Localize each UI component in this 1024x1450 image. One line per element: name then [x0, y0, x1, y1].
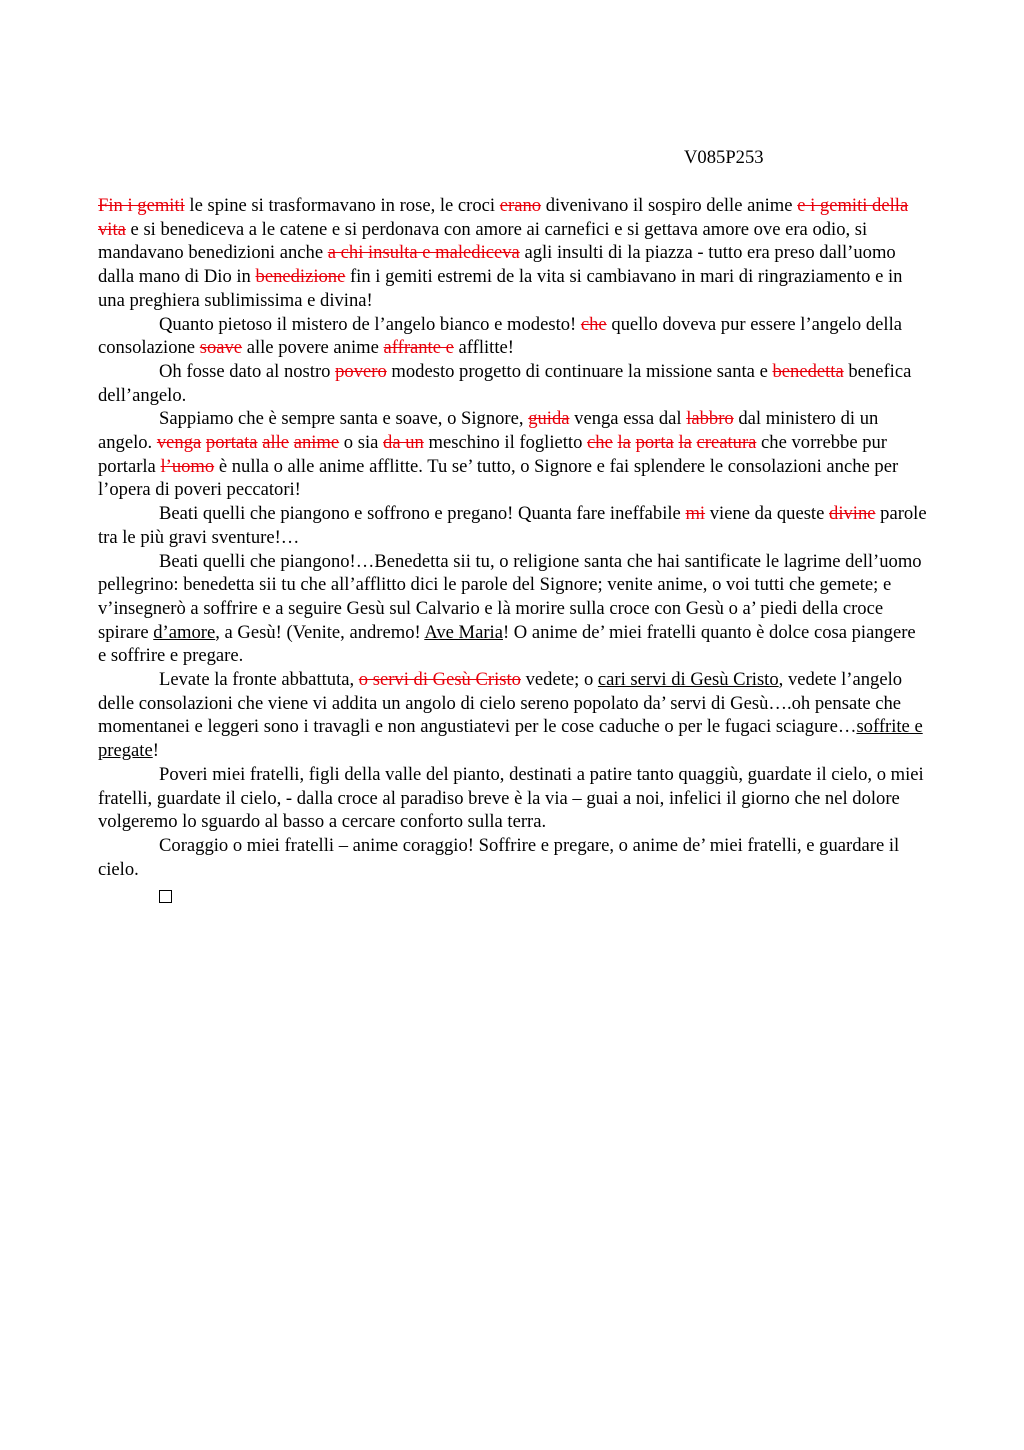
text: dal ministero di un angelo. [98, 408, 879, 454]
deleted-text: soave [199, 337, 243, 359]
text: viene da queste [705, 503, 830, 525]
deleted-text: l’uomo [160, 455, 215, 477]
text: modesto progetto di continuare la missione santa e [386, 360, 773, 382]
deleted-text: affrante e [383, 337, 454, 359]
deleted-text: alle [262, 432, 290, 454]
paragraph-2 [98, 313, 928, 360]
underlined-text: Ave Maria [424, 621, 503, 643]
text: agli insulti di la piazza - tutto era preso dall’uomo dalla mano di Dio in [98, 242, 896, 288]
deleted-text: Fin i gemiti [98, 195, 185, 216]
deleted-text: guida [528, 408, 570, 430]
text: che vorrebbe pur portarla [98, 432, 888, 477]
paragraph-5 [98, 502, 928, 549]
deleted-text: erano [499, 195, 542, 216]
text: parole tra le più gravi sventure!… [98, 503, 927, 548]
deleted-text: creatura [696, 432, 757, 454]
text: ! O anime de’ miei fratelli quanto è dolce cosa piangere e soffrire e pregare. [98, 621, 916, 667]
deleted-text: mi [685, 503, 706, 525]
end-box-icon [159, 890, 172, 903]
text: , vedete l’angelo delle consolazioni che viene vi addita un angolo di cielo sereno popolato da’ servi di Gesù….oh pensate che momentanei e leggeri sono i travagli e non angustiatevi per le cose caduche o per le fugaci sciagure… [98, 669, 903, 738]
text: venga essa dal [569, 408, 687, 430]
paragraph-7 [98, 668, 928, 763]
paragraph-9 [98, 834, 928, 881]
deleted-text: benedizione [255, 266, 346, 288]
text: vedete; o [520, 669, 598, 691]
underlined-text: soffrite e pregate [98, 716, 923, 762]
deleted-text: divine [829, 503, 876, 525]
deleted-text: la [678, 432, 692, 454]
deleted-text: venga [156, 432, 202, 454]
end-marker-line [98, 881, 928, 905]
deleted-text: povero [335, 360, 387, 382]
text: Poveri miei fratelli, figli della valle del pianto, destinati a patire tanto quaggiù, guardate il cielo, o miei fratelli, guardate il cielo, - dalla croce al paradiso breve è la via – guai a noi, infelici il giorno che nel dolore volgeremo lo sguardo al basso a cercare conforto sulla terra. [98, 763, 924, 833]
page-identifier: V085P253 [684, 147, 764, 168]
text: le spine si trasformavano in rose, le croci [184, 195, 500, 216]
text: o sia [339, 432, 384, 454]
text: è nulla o alle anime afflitte. Tu se’ tutto, o Signore e fai splendere le consolazioni anche per l’opera di poveri peccatori! [98, 455, 899, 501]
deleted-text: che [587, 432, 613, 454]
text: Beati quelli che piangono!…Benedetta sii tu, o religione santa che hai santificate le lagrime dell’uomo pellegrino: benedetta sii tu che all’afflitto dici le parole del Signore; venite anime, o voi tutti che gemete; e v’insegnerò a soffrire e a seguire Gesù sul Calvario e là morire sulla croce con Gesù o a’ piedi della croce spirare [98, 550, 922, 643]
text: afflitte! [453, 337, 514, 359]
underlined-text: d’amore [153, 621, 216, 643]
paragraph-6 [98, 550, 928, 669]
deleted-text: che [580, 313, 607, 335]
text: Beati quelli che piangono e soffrono e pregano! Quanta fare ineffabile [159, 503, 686, 525]
text: benefica dell’angelo. [98, 360, 912, 406]
deleted-text: a chi insulta e malediceva [327, 242, 520, 264]
text: Coraggio o miei fratelli – anime coraggio! Soffrire e pregare, o anime de’ miei fratelli, e guardare il cielo. [98, 834, 900, 880]
text: quello doveva pur essere l’angelo della consolazione [98, 313, 903, 359]
deleted-text: benedetta [772, 360, 844, 382]
deleted-text: o servi di Gesù Cristo [358, 669, 521, 691]
deleted-text: anime [293, 432, 340, 454]
paragraph-1 [98, 194, 928, 313]
text: fin i gemiti estremi de la vita si cambiavano in mari di ringraziamento e in una preghiera sublimissima e divina! [98, 266, 903, 311]
deleted-text: labbro [686, 408, 734, 430]
deleted-text: da un [383, 432, 424, 454]
paragraph-8 [98, 763, 928, 834]
text: alle povere anime [242, 337, 384, 359]
deleted-text: e i gemiti della vita [98, 195, 909, 240]
deleted-text: porta [635, 432, 674, 454]
body-text [98, 194, 928, 905]
deleted-text: portata [205, 432, 258, 454]
text: divenivano il sospiro delle anime [541, 195, 798, 216]
text: meschino il foglietto [423, 432, 588, 454]
underlined-text: cari servi di Gesù Cristo [597, 669, 779, 691]
text: , a Gesù! (Venite, andremo! [215, 621, 425, 643]
deleted-text: la [617, 432, 631, 454]
text: e si benediceva a le catene e si perdonava con amore ai carnefici e si gettava amore ove era odio, si mandavano benedizioni anche [98, 218, 868, 264]
paragraph-3 [98, 360, 928, 407]
text: Levate la fronte abbattuta, [159, 669, 359, 691]
text: Oh fosse dato al nostro [159, 360, 336, 382]
text: Sappiamo che è sempre santa e soave, o Signore, [159, 408, 529, 430]
text: Quanto pietoso il mistero de l’angelo bianco e modesto! [159, 313, 581, 335]
text: ! [152, 740, 159, 762]
paragraph-4 [98, 407, 928, 502]
